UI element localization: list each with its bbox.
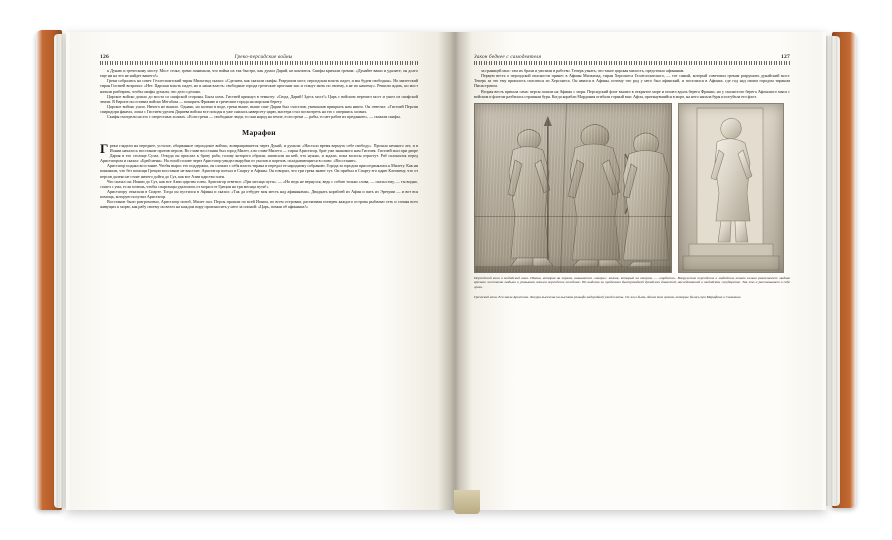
chapter-heading: Марафон (242, 127, 276, 137)
paragraph: Аристагору отказали в Спарте. Тогда он пустился в Афины и сказал: «Так да отбудет моя месть над афинянами». Двадцать кораблей из Афин и пять из Эретрии — и вот вся помощь, которую получил Аристагор. (100, 188, 418, 200)
paragraph: Что сказал он: Ионии до Суз, как все Азии царство плен. Аристагор ответил: «Три месяца пути». — «Но ведь не вернулся, ведь с собою только слова, — сказал ему, — ты видно, сошел с ума, если хочешь, чтобы спартанцы удалились от моря и от Греции на три месяца пути!» (100, 178, 418, 189)
relief-crack (475, 216, 671, 217)
paragraph: Первую весть о персидской опасности принес в Афины Мильтиад, тиран Херсонеса Геллеспонтского, — тот самый, который советовал грекам разрушить дунайский мост. Теперь за это ему пришлось спасаться из Херсонеса. Он явился в Афины, потому что род у него был афинский, и поселился в Афинах, где год над своим городом тираном Писистратом. (474, 73, 790, 89)
greek-kouros-statue (678, 103, 784, 273)
drop-cap: Г (100, 140, 109, 156)
open-book (36, 20, 856, 520)
right-running-head (474, 54, 790, 60)
relief-stone-texture (475, 104, 671, 272)
right-page-number: 127 (781, 54, 790, 60)
relief-caption: Персидский воин и мидийский воин. Шапка, которая на первом, называется «тиара»: колпак, который на втором, — «кирбасия». Вооружение персидских и мидийских воинов сильно различается: мидяне кричали жесткими людьми и указывали копьем персидские погибшие. Но выделка за пределами быстроходной дунайских династий, наследовавшей в мидийском государстве. Так это и рассказывает о себе греки. (474, 275, 790, 289)
left-page (70, 32, 448, 510)
paragraph: за границей мыс: там их брали и увозили в рабство. Теперь узнать, что такое царская милость, предстояло афинянам. (481, 68, 685, 73)
paragraph: Вторая весть пришла сама: персы пошли на Афины с моря. Персидский флот вышел в открытое море и пошел вдоль берега Фракии, но у скалистого берега Афонского мыса с войском и флотом разбилась страшная буря. Когда корабли Мардония огибали горный мыс Афон, протянувшийся в море, на него напала буря и погубила его флот. (474, 88, 790, 99)
ornament-rule-left (100, 61, 418, 65)
statue-figure (679, 104, 783, 272)
statue-caption: Греческий воин. Его звали Аристион. Фигура высечена на высоком рельефе надгробной узкой плиты. Он жил быть одним тем греком, которые бились при Марафоне и Саламине. (474, 295, 742, 300)
paragraph: Царское войско дошло до моста со скифской стороны. Была ночь. Гистией крикнул в темноту: «Сюда, Дарий! Здесь мост!» Царь с войском перешел мост и ушел из скифской земли. В Европе он оставил войско Мегабаза — покорять Фракию и греческие города на морском берегу. (100, 93, 418, 104)
paragraph: Аристагор поднял восстание. Чтобы вырос его поддержка, он сложил с себя власть тирана и передал ее народному собранию. Города за городом присоединялись к Милету. Как ни понимали, что без помощи Греции восстание не выстоит. Аристагор поехал в Спарту и Афины. Он говорил, что три грека знают тут. Он прибыл в Спарту его царю Клеомену, что от персов далеко не стоит ничего дойти до Суз, как все Азии царство плен. (100, 163, 418, 179)
right-page (448, 32, 822, 510)
persian-assyrian-warriors-relief (474, 103, 672, 273)
paragraph: Греки собрались на совет. Геллеспонтский тиран Мильтиад сказал: «Сделаем, как сказали скифы. Разрушим мост, персидская власть падет, и мы будем свободны». Но милетский тиран Гистией возразил: «Нет. Царская власть падет, но и наша власть: свободные города греческие прогонят нас и станут жить по своему, а не по нашему». Решили ждать, но мост начали разбирать, чтобы скифы думали, что дело сделано. (100, 78, 418, 94)
paragraph: Скифы смотрели на это с озерестных холмах. «Если греки — свободные люди, то они народ на земле, если греки — рабы, то нет рабов их преданнее», — сказали скифы. (107, 114, 401, 120)
paragraph-text: реки глядели на переднее, усталое, оборванное персидское войско, возвращавшееся через Дунай, и думали: «Настало время вернуть себе свободу». Прошло немного лет, и в Ионии началось восстание против персов. Во главе восстания был город Милет, а во главе Милета — тиран Аристагор, брат уже знакомого нам Гистиея. Гистией жил при дворе Дария в его столице Сузах. Откуда он прислал к брату раба, голову которого обрили, написали на ней, что нужно, и ждали, пока волосы отрастут. Раб склонился перед Аристагором и сказал: «Брей меня». На голой голове через Аристагор увидел вырубки от уколов и порезов, складывающиеся в слово: «Восстание». (100, 142, 418, 164)
left-page-number: 126 (100, 54, 109, 60)
ornament-rule-right (474, 61, 790, 65)
illustration-block (474, 103, 790, 300)
paragraph: к Дунаю и греческому мосту. Мост стоял; греки понимали, что война их так быстро, как думал Дарий, не кончится. Скифы кричали грекам: «Дунайте ваши и удалите, он долго еще ни на что не найдет вашего!» (100, 68, 418, 79)
bookmark-ribbon (454, 490, 480, 514)
right-text-column (474, 68, 790, 99)
left-running-head (100, 54, 418, 60)
right-running-title: Закон беднее с самодеятеля (474, 54, 542, 60)
left-text-column (100, 68, 418, 210)
paragraph: Восстание было разгромлено, Аристагор погиб, Милет пал. Персы прошли по всей Ионии, по всем островам, растягивая поперек каждого острова рыбачью сеть и сгоняя всех живущих к морю, как рабу своему он велел на каждом пиру произносить у него за спиной: «Царь, помни об афинянах!» (100, 199, 418, 210)
paragraph: Царское войско ушло. Ничего не вышло. Однако, но колено в воде, греки выше, выше спят Дарии был счастлив, уменьшив прикрыть нам никто. Он ответил: «Гистией Персии спиридори фанеал, лоша с Гистием уделен Дариева войска все походы и уже снилась наверсету царю, мастера стал посмотреть на это с опершись холмах. (100, 104, 418, 115)
left-running-title: Греко-персидские войны (234, 54, 293, 60)
chapter-first-paragraph (100, 140, 418, 164)
page-spread (66, 32, 826, 510)
